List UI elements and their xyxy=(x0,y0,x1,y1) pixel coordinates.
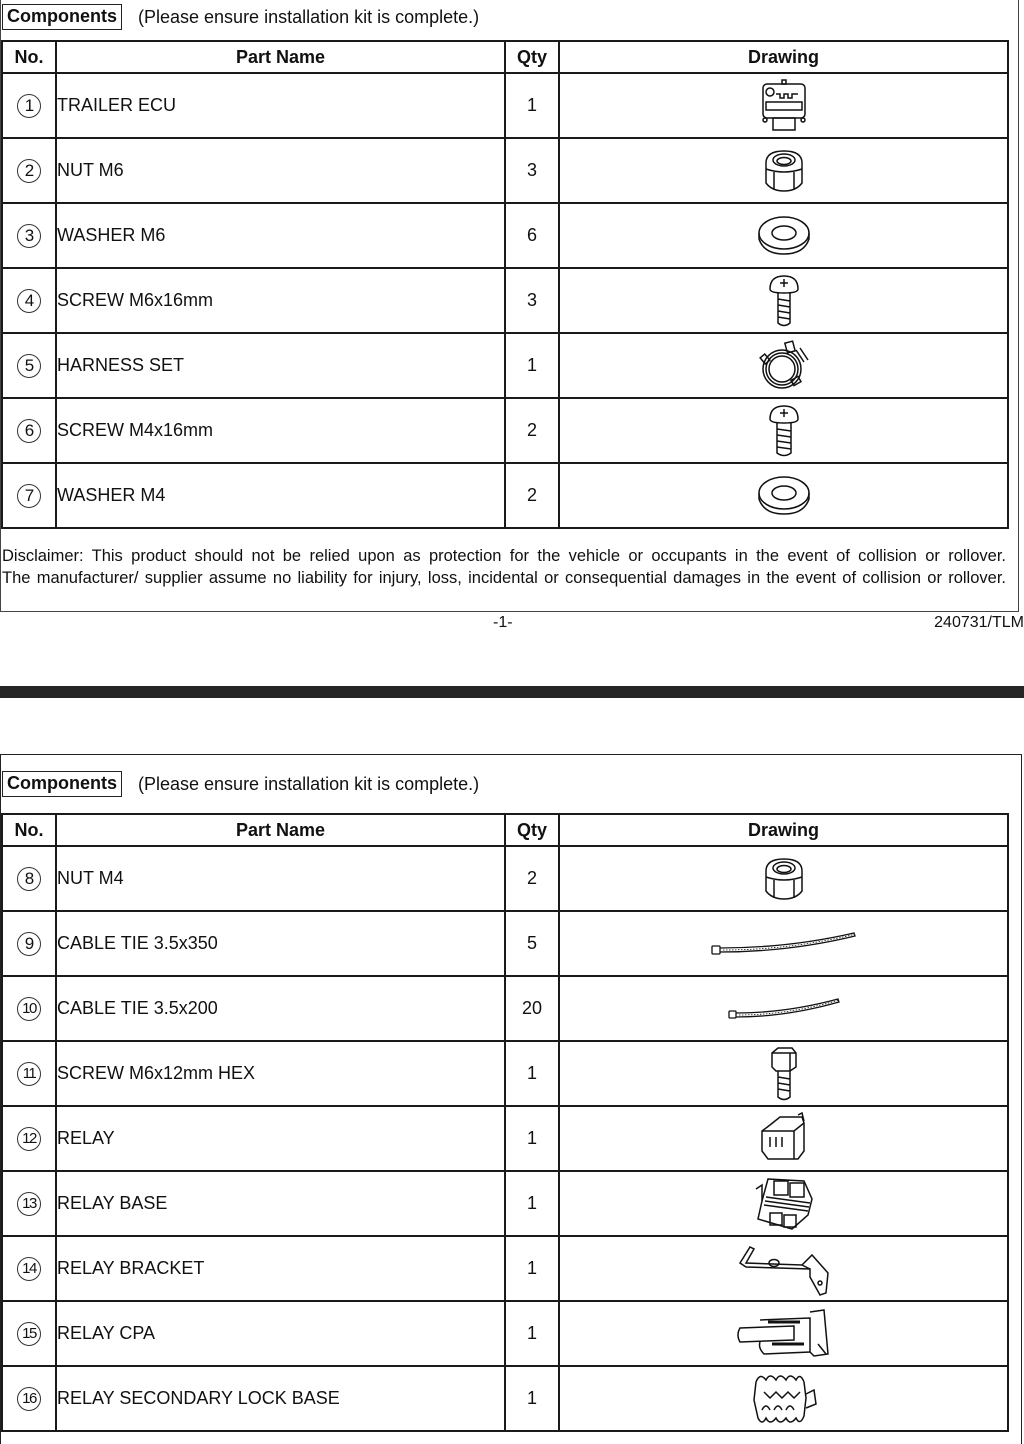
table-row xyxy=(2,1366,1008,1431)
part-qty: 2 xyxy=(505,846,559,911)
components-label: Components xyxy=(2,771,122,797)
table-row xyxy=(2,398,1008,463)
header-qty: Qty xyxy=(505,41,559,73)
item-number: 2 xyxy=(17,159,41,183)
part-name: WASHER M6 xyxy=(56,203,505,268)
part-name: CABLE TIE 3.5x200 xyxy=(56,976,505,1041)
phillips-screw-drawing xyxy=(764,403,804,459)
page-number: -1- xyxy=(493,614,513,631)
table-row xyxy=(2,268,1008,333)
table-header-row xyxy=(2,814,1008,846)
cable-tie-short-drawing xyxy=(726,995,842,1023)
item-number: 16 xyxy=(17,1387,41,1411)
part-qty: 2 xyxy=(505,398,559,463)
components-table-p2 xyxy=(1,813,1009,1432)
components-table-p1 xyxy=(1,40,1009,529)
item-number: 3 xyxy=(17,224,41,248)
table-row xyxy=(2,73,1008,138)
disclaimer-line-2: The manufacturer/ supplier assume no liability for injury, loss, incidental or consequential damages in the event of collision or rollover. xyxy=(2,569,1006,587)
item-number: 7 xyxy=(17,484,41,508)
part-qty: 1 xyxy=(505,1171,559,1236)
item-number: 8 xyxy=(17,867,41,891)
table-row xyxy=(2,463,1008,528)
header-qty: Qty xyxy=(505,814,559,846)
item-number: 9 xyxy=(17,932,41,956)
item-number: 5 xyxy=(17,354,41,378)
part-qty: 1 xyxy=(505,1366,559,1431)
part-qty: 1 xyxy=(505,1041,559,1106)
document-reference: 240731/TLM xyxy=(934,614,1024,631)
kit-note: (Please ensure installation kit is complete.) xyxy=(138,6,480,27)
relay-bracket-drawing xyxy=(736,1241,832,1297)
item-number: 6 xyxy=(17,419,41,443)
relay-drawing xyxy=(758,1111,810,1167)
table-row xyxy=(2,976,1008,1041)
item-number: 12 xyxy=(17,1127,41,1151)
table-row xyxy=(2,1301,1008,1366)
table-row xyxy=(2,203,1008,268)
part-name: RELAY CPA xyxy=(56,1301,505,1366)
table-row xyxy=(2,1236,1008,1301)
part-qty: 1 xyxy=(505,1236,559,1301)
item-number: 14 xyxy=(17,1257,41,1281)
kit-note: (Please ensure installation kit is complete.) xyxy=(138,773,480,794)
part-name: NUT M6 xyxy=(56,138,505,203)
header-drawing: Drawing xyxy=(559,41,1008,73)
page-separator-band xyxy=(0,686,1024,698)
header-no: No. xyxy=(2,41,56,73)
header-drawing: Drawing xyxy=(559,814,1008,846)
table-row xyxy=(2,1041,1008,1106)
phillips-screw-drawing xyxy=(764,273,804,329)
table-row xyxy=(2,911,1008,976)
disclaimer xyxy=(2,545,1006,589)
part-qty: 20 xyxy=(505,976,559,1041)
table-row xyxy=(2,138,1008,203)
part-name: CABLE TIE 3.5x350 xyxy=(56,911,505,976)
disclaimer-line-1: Disclaimer: This product should not be relied upon as protection for the vehicle or occupants in the event of collision or rollover. xyxy=(2,547,1006,565)
components-heading-p2 xyxy=(2,771,479,797)
item-number: 10 xyxy=(17,997,41,1021)
part-qty: 6 xyxy=(505,203,559,268)
part-qty: 2 xyxy=(505,463,559,528)
part-name: SCREW M4x16mm xyxy=(56,398,505,463)
cable-tie-long-drawing xyxy=(709,929,859,959)
part-qty: 3 xyxy=(505,138,559,203)
part-name: RELAY xyxy=(56,1106,505,1171)
relay-cpa-drawing xyxy=(734,1306,834,1362)
part-qty: 3 xyxy=(505,268,559,333)
header-no: No. xyxy=(2,814,56,846)
part-qty: 1 xyxy=(505,73,559,138)
part-qty: 1 xyxy=(505,333,559,398)
trailer-ecu-drawing xyxy=(756,78,812,134)
part-name: RELAY BRACKET xyxy=(56,1236,505,1301)
lock-nut-drawing xyxy=(756,851,812,907)
lock-nut-drawing xyxy=(756,143,812,199)
part-qty: 1 xyxy=(505,1106,559,1171)
hex-bolt-drawing xyxy=(764,1045,804,1103)
wire-harness-drawing xyxy=(756,338,812,394)
item-number: 4 xyxy=(17,289,41,313)
part-name: WASHER M4 xyxy=(56,463,505,528)
item-number: 11 xyxy=(17,1062,41,1086)
table-row xyxy=(2,1106,1008,1171)
table-row xyxy=(2,333,1008,398)
table-header-row xyxy=(2,41,1008,73)
part-name: NUT M4 xyxy=(56,846,505,911)
header-part-name: Part Name xyxy=(56,41,505,73)
part-name: SCREW M6x16mm xyxy=(56,268,505,333)
table-row xyxy=(2,1171,1008,1236)
components-label: Components xyxy=(2,4,122,30)
washer-drawing xyxy=(756,211,812,261)
part-name: TRAILER ECU xyxy=(56,73,505,138)
components-heading-p1 xyxy=(2,4,479,30)
relay-base-drawing xyxy=(752,1175,816,1233)
part-qty: 1 xyxy=(505,1301,559,1366)
item-number: 15 xyxy=(17,1322,41,1346)
item-number: 13 xyxy=(17,1192,41,1216)
secondary-lock-base-drawing xyxy=(750,1370,818,1428)
washer-drawing xyxy=(756,471,812,521)
part-qty: 5 xyxy=(505,911,559,976)
item-number: 1 xyxy=(17,94,41,118)
part-name: RELAY BASE xyxy=(56,1171,505,1236)
part-name: RELAY SECONDARY LOCK BASE xyxy=(56,1366,505,1431)
part-name: SCREW M6x12mm HEX xyxy=(56,1041,505,1106)
table-row xyxy=(2,846,1008,911)
header-part-name: Part Name xyxy=(56,814,505,846)
part-name: HARNESS SET xyxy=(56,333,505,398)
